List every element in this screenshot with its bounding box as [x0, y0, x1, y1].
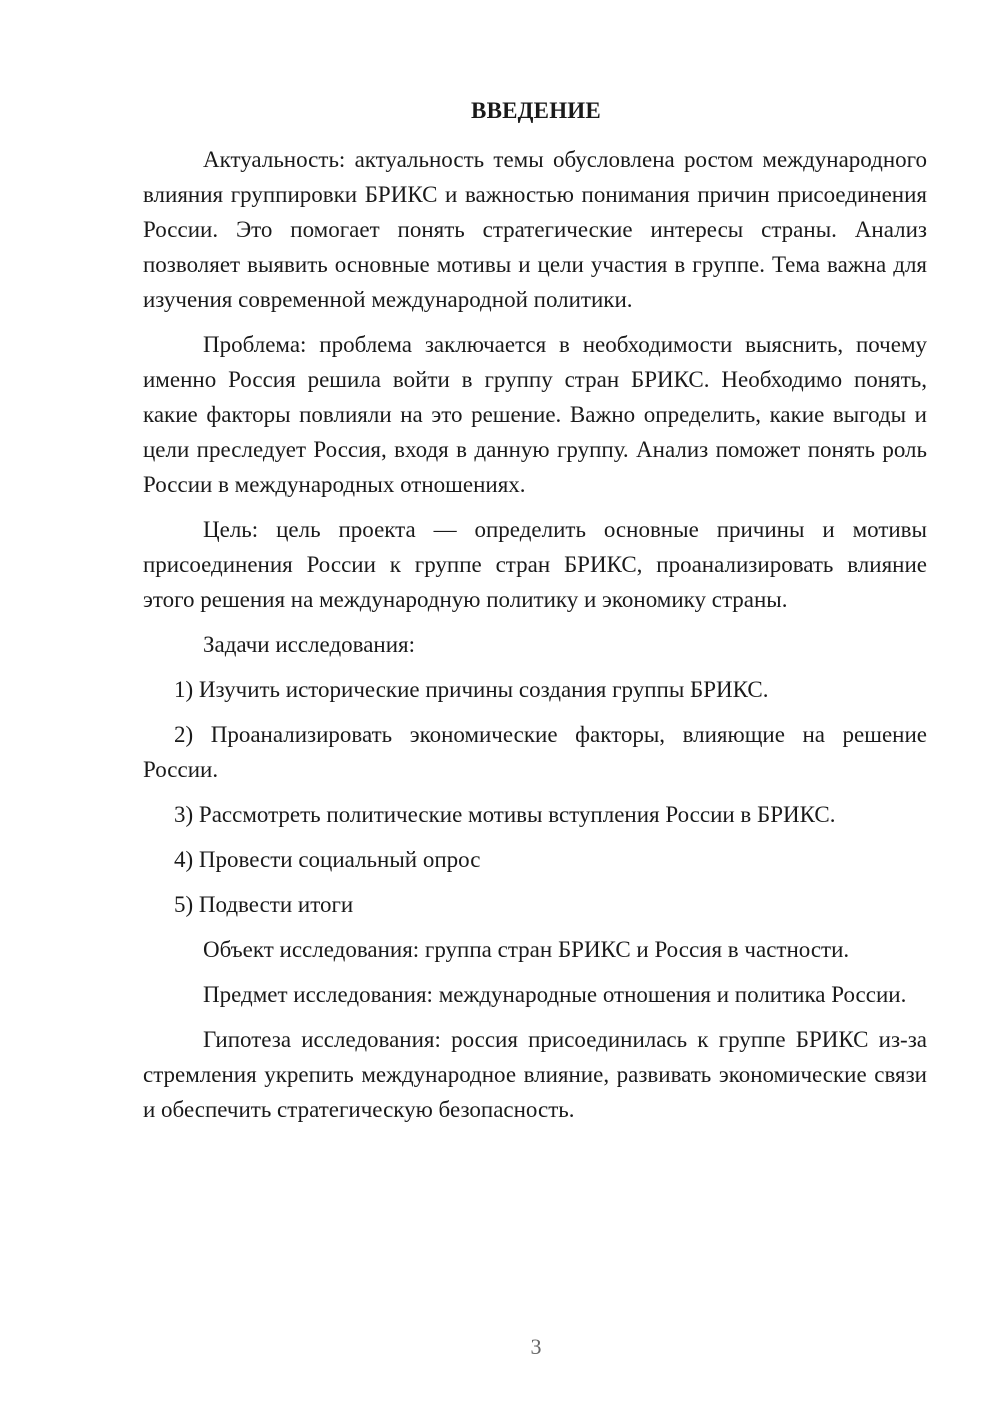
paragraph-goal: Цель: цель проекта — определить основные причины и мотивы присоединения России к группе стран БРИКС, проанализировать влияние этого решения на международную политику и экономику страны.: [143, 517, 927, 612]
paragraph-tasks-heading: Задачи исследования:: [203, 632, 416, 657]
paragraph-subject: Предмет исследования: международные отношения и политика России.: [203, 982, 907, 1007]
task-item: 3) Рассмотреть политические мотивы вступления России в БРИКС.: [174, 802, 836, 827]
section-heading: ВВЕДЕНИЕ: [471, 98, 601, 123]
document-body: [143, 142, 927, 1137]
paragraph-relevance: Актуальность: актуальность темы обусловлена ростом международного влияния группировки БРИКС и важностью понимания причин присоединения России. Это помогает понять стратегические интересы страны. Анализ позволяет выявить основные мотивы и цели участия в группе. Тема важна для изучения современной международной политики.: [143, 147, 927, 312]
task-item: 5) Подвести итоги: [174, 892, 354, 917]
paragraph-problem: Проблема: проблема заключается в необходимости выяснить, почему именно Россия решила войти в группу стран БРИКС. Необходимо понять, какие факторы повлияли на это решение. Важно определить, какие выгоды и цели преследует Россия, входя в данную группу. Анализ поможет понять роль России в международных отношениях.: [143, 332, 927, 497]
paragraph-hypothesis: Гипотеза исследования: россия присоединилась к группе БРИКС из-за стремления укрепить международное влияние, развивать экономические связи и обеспечить стратегическую безопасность.: [143, 1027, 927, 1122]
task-item: 2) Проанализировать экономические факторы, влияющие на решение России.: [143, 722, 927, 782]
task-item: 1) Изучить исторические причины создания группы БРИКС.: [174, 677, 769, 702]
page-number: 3: [530, 1334, 542, 1359]
paragraph-object: Объект исследования: группа стран БРИКС и Россия в частности.: [203, 937, 850, 962]
task-item: 4) Провести социальный опрос: [174, 847, 481, 872]
